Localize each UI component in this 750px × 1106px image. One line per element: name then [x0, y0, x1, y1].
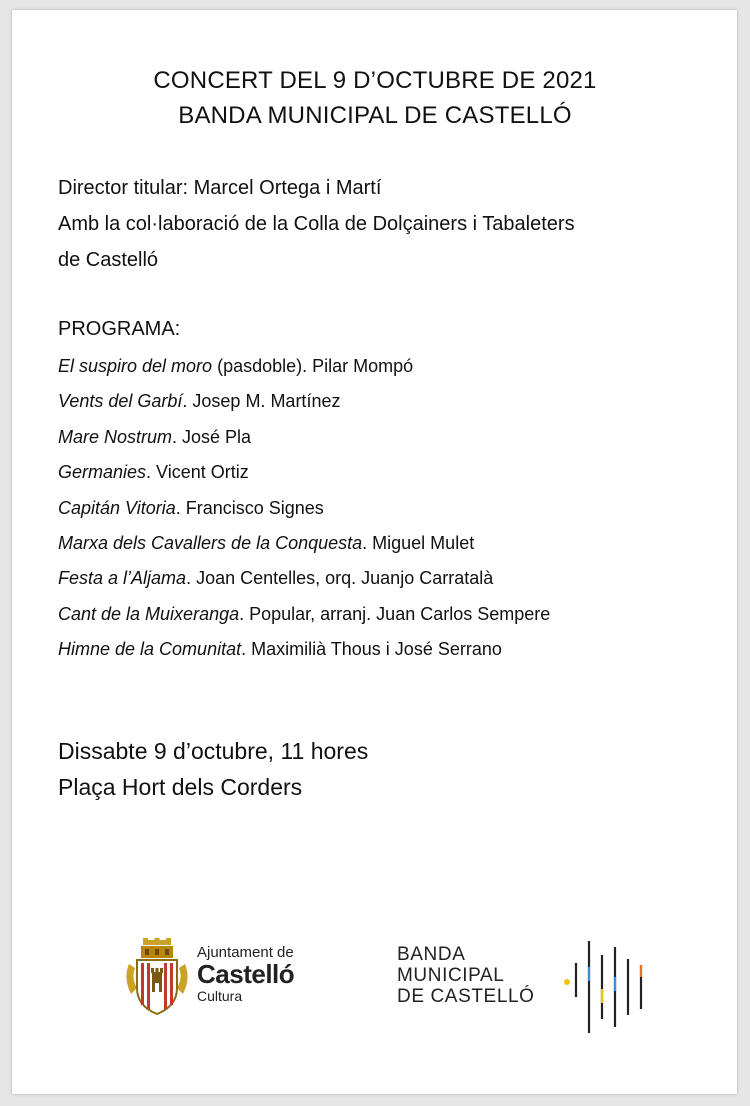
- piece-title: Vents del Garbí: [58, 391, 183, 412]
- programa-heading: PROGRAMA:: [58, 318, 181, 340]
- banda-line-1: BANDA: [397, 944, 466, 965]
- program-item: [58, 425, 550, 460]
- ajuntament-line: Ajuntament de: [197, 944, 294, 961]
- band-title: BANDA MUNICIPAL DE CASTELLÓ: [178, 102, 572, 129]
- program-item: [58, 496, 550, 531]
- piece-credit: (pasdoble). Pilar Mompó: [212, 356, 414, 376]
- piece-title: Marxa dels Cavallers de la Conquesta: [58, 532, 363, 553]
- program-item: [58, 354, 550, 389]
- piece-credit: . Vicent Ortiz: [146, 462, 249, 483]
- piece-title: Himne de la Comunitat: [58, 639, 242, 660]
- programa-list: [58, 354, 550, 673]
- event-place: Plaça Hort dels Corders: [58, 774, 303, 800]
- event-date: Dissabte 9 d’octubre, 11 hores: [58, 738, 369, 764]
- castello-wordmark: Castelló: [197, 959, 295, 989]
- banda-line-2: MUNICIPAL: [397, 965, 505, 986]
- banda-wordmark: [397, 944, 535, 1007]
- piece-title: Cant de la Muixeranga: [58, 603, 240, 624]
- collaboration-line-1: Amb la col·laboració de la Colla de Dolçainers i Tabaleters: [58, 213, 575, 235]
- program-item: [58, 602, 550, 637]
- piece-credit: . Francisco Signes: [175, 497, 324, 518]
- director-line: Director titular: Marcel Ortega i Martí: [58, 177, 382, 199]
- program-item: [58, 531, 550, 566]
- program-item: [58, 637, 550, 672]
- piece-credit: . José Pla: [172, 426, 252, 447]
- ajuntament-wordmark: [197, 945, 294, 1003]
- piece-credit: . Popular, arranj. Juan Carlos Sempere: [239, 603, 551, 624]
- piece-title: El suspiro del moro: [58, 356, 213, 376]
- piece-credit: . Josep M. Martínez: [182, 391, 341, 412]
- program-item: [58, 389, 550, 424]
- piece-credit: . Joan Centelles, orq. Juanjo Carratalà: [186, 568, 494, 589]
- program-item: [58, 566, 550, 601]
- piece-title: Germanies: [58, 462, 147, 483]
- program-item: [58, 460, 550, 495]
- sound-bars-icon: [562, 937, 652, 1037]
- piece-credit: . Miguel Mulet: [362, 532, 475, 553]
- banda-logo: [397, 937, 657, 1037]
- piece-title: Festa a l’Aljama: [58, 568, 187, 589]
- castello-crest-icon: [123, 938, 191, 1018]
- piece-title: Capitán Vitoria: [58, 497, 176, 518]
- collaboration-line-2: de Castelló: [58, 249, 159, 271]
- piece-title: Mare Nostrum: [58, 426, 173, 447]
- ajuntament-logo: [123, 938, 313, 1018]
- concert-title: CONCERT DEL 9 D’OCTUBRE DE 2021: [153, 67, 597, 94]
- piece-credit: . Maximilià Thous i José Serrano: [241, 639, 502, 660]
- banda-line-3: DE CASTELLÓ: [397, 986, 535, 1007]
- cultura-label: Cultura: [197, 988, 243, 1004]
